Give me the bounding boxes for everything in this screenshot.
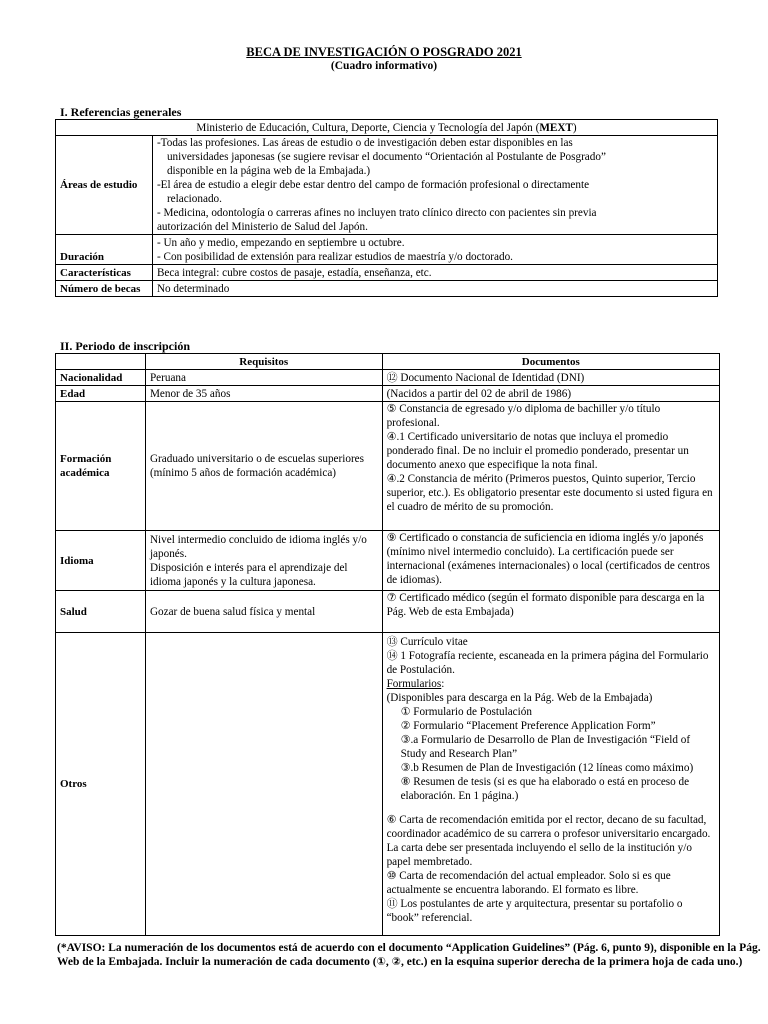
notice-text-1: (*AVISO: La numeración de los documentos está de acuerdo con el documento “Application Guidelines” (Pág. 6, punto 9), disponible en la Pág. Web de la Embajada. Incluir la numeración de cada documento ( bbox=[57, 942, 761, 968]
caracteristicas-label: Características bbox=[56, 265, 153, 281]
doc-number: ⑦ bbox=[386, 591, 397, 604]
doc-number: ② bbox=[400, 719, 411, 732]
duracion-row bbox=[56, 235, 718, 265]
doc-number: ③ bbox=[400, 761, 411, 774]
notice-number-2: ② bbox=[391, 955, 401, 968]
notice-separator: , bbox=[385, 956, 392, 968]
numero-value: No determinado bbox=[152, 281, 717, 297]
form-item bbox=[387, 705, 715, 719]
col-requisitos: Requisitos bbox=[145, 354, 382, 370]
doc-text: Formulario de Postulación bbox=[410, 706, 532, 718]
formacion-row bbox=[56, 402, 720, 531]
doc-number: ⑬ bbox=[386, 635, 398, 648]
registration-table bbox=[55, 353, 720, 936]
doc-number: ⑤ bbox=[386, 402, 397, 415]
salud-req: Gozar de buena salud física y mental bbox=[145, 591, 382, 633]
nacionalidad-req: Peruana bbox=[145, 370, 382, 386]
notice-number-1: ① bbox=[376, 955, 386, 968]
section-1-heading: I. Referencias generales bbox=[60, 105, 182, 119]
duracion-label: Duración bbox=[56, 235, 153, 265]
document-title: BECA DE INVESTIGACIÓN O POSGRADO 2021 bbox=[246, 45, 522, 59]
idioma-label: Idioma bbox=[56, 531, 146, 591]
idioma-req-line: Disposición e interés para el aprendizaje del idioma japonés y la cultura japonesa. bbox=[149, 561, 348, 588]
form-item bbox=[387, 761, 715, 775]
ministry-row bbox=[56, 120, 718, 136]
doc-text: Formulario “Placement Preference Application Form” bbox=[410, 720, 656, 732]
otros-row bbox=[56, 633, 720, 936]
doc-text: Certificado médico (según el formato disponible para descarga en la Pág. Web de esta Embajada) bbox=[386, 592, 705, 618]
doc-text: .b Resumen de Plan de Investigación (12 líneas como máximo) bbox=[410, 762, 694, 774]
nacionalidad-row bbox=[56, 370, 720, 386]
edad-label: Edad bbox=[56, 386, 146, 402]
doc-item bbox=[387, 897, 715, 925]
general-references-table bbox=[55, 119, 718, 297]
doc-text: Resumen de tesis (si es que ha elaborado o está en proceso de elaboración. En 1 página.) bbox=[400, 776, 690, 802]
doc-text: .a Formulario de Desarrollo de Plan de Investigación “Field of Study and Research Plan” bbox=[400, 734, 691, 760]
duracion-line: - Con posibilidad de extensión para realizar estudios de maestría y/o doctorado. bbox=[156, 250, 513, 263]
ministry-suffix: ) bbox=[572, 121, 577, 134]
edad-row bbox=[56, 386, 720, 402]
areas-line: - Medicina, odontología o carreras afines no incluyen trato clínico directo con pacientes sin previa bbox=[156, 207, 597, 219]
form-item bbox=[387, 733, 715, 761]
doc-number: ⑥ bbox=[386, 813, 397, 826]
areas-content bbox=[152, 136, 717, 235]
formularios-title: Formularios bbox=[386, 678, 442, 690]
doc-number: ⑫ bbox=[386, 370, 398, 384]
edad-doc: (Nacidos a partir del 02 de abril de 1986) bbox=[382, 386, 719, 402]
doc-text: Carta de recomendación del actual empleador. Solo si es que actualmente se encuentra laborando. El formato es libre. bbox=[386, 870, 671, 896]
doc-number: ⑩ bbox=[386, 869, 397, 882]
doc-item bbox=[387, 635, 715, 649]
ministry-cell bbox=[56, 120, 718, 136]
areas-line: autorización del Ministerio de Salud del Japón. bbox=[156, 221, 368, 233]
salud-label: Salud bbox=[56, 591, 146, 633]
formacion-docs bbox=[382, 402, 719, 531]
doc-number: ⑪ bbox=[386, 897, 398, 910]
doc-number: ④ bbox=[386, 430, 397, 443]
areas-line: relacionado. bbox=[166, 193, 222, 205]
areas-row bbox=[56, 136, 718, 235]
nacionalidad-label: Nacionalidad bbox=[56, 370, 146, 386]
nacionalidad-doc bbox=[382, 370, 719, 386]
header-blank bbox=[56, 354, 146, 370]
doc-text: .2 Constancia de mérito (Primeros puestos, Quinto superior, Tercio superior, etc.). Es obligatorio presentar este documento si usted figura en el cuadro de mérito de su promoción. bbox=[386, 473, 713, 513]
caracteristicas-value: Beca integral: cubre costos de pasaje, estadía, enseñanza, etc. bbox=[152, 265, 717, 281]
areas-line: disponible en la página web de la Embajada.) bbox=[166, 165, 371, 177]
doc-item bbox=[387, 402, 715, 430]
form-item bbox=[387, 775, 715, 803]
notice-paragraph bbox=[57, 941, 768, 969]
doc-text: Los postulantes de arte y arquitectura, presentar su portafolio o “book” referencial. bbox=[386, 898, 683, 924]
formularios-note: (Disponibles para descarga en la Pág. Web de la Embajada) bbox=[386, 692, 653, 704]
salud-row bbox=[56, 591, 720, 633]
duracion-content bbox=[152, 235, 717, 265]
salud-doc bbox=[382, 591, 719, 633]
formularios-colon: : bbox=[441, 678, 445, 690]
areas-line: universidades japonesas (se sugiere revisar el documento “Orientación al Postulante de Posgrado” bbox=[166, 151, 606, 163]
document-subtitle: (Cuadro informativo) bbox=[330, 60, 438, 72]
notice-text-2: , etc.) en la esquina superior derecha de la primera hoja de cada uno.) bbox=[400, 956, 743, 968]
idioma-doc bbox=[382, 531, 719, 591]
areas-line: -El área de estudio a elegir debe estar dentro del campo de formación profesional o directamente bbox=[156, 179, 590, 191]
formacion-label: Formación académica bbox=[56, 402, 146, 531]
doc-text: Currículo vitae bbox=[397, 636, 468, 648]
doc-number: ⑨ bbox=[386, 531, 397, 544]
formularios-heading bbox=[387, 677, 715, 691]
doc-number: ⑧ bbox=[400, 775, 411, 788]
doc-item bbox=[387, 813, 715, 869]
doc-text: Certificado o constancia de suficiencia en idioma inglés y/o japonés (mínimo nivel intermedio concluido). La certificación puede ser internacional (exámenes internacionales) o local (certificados de centros de idiomas). bbox=[386, 532, 710, 586]
numero-label: Número de becas bbox=[56, 281, 153, 297]
doc-item bbox=[387, 430, 715, 472]
section-2-heading: II. Periodo de inscripción bbox=[60, 339, 191, 353]
doc-text: 1 Fotografía reciente, escaneada en la primera página del Formulario de Postulación. bbox=[386, 650, 709, 676]
ministry-abbr: MEXT bbox=[539, 121, 573, 134]
edad-req: Menor de 35 años bbox=[145, 386, 382, 402]
caracteristicas-row bbox=[56, 265, 718, 281]
doc-item bbox=[387, 472, 715, 514]
numero-row bbox=[56, 281, 718, 297]
doc-number: ① bbox=[400, 705, 411, 718]
areas-line: -Todas las profesiones. Las áreas de estudio o de investigación deben estar disponibles en las bbox=[156, 137, 573, 149]
doc-number: ④ bbox=[386, 472, 397, 485]
header-row bbox=[56, 354, 720, 370]
duracion-line: - Un año y medio, empezando en septiembre u octubre. bbox=[156, 236, 405, 249]
formacion-req bbox=[145, 402, 382, 531]
doc-number: ③ bbox=[400, 733, 411, 746]
formacion-req-line: Graduado universitario o de escuelas superiores bbox=[149, 453, 364, 465]
formacion-req-line: (mínimo 5 años de formación académica) bbox=[149, 467, 337, 479]
otros-req bbox=[145, 633, 382, 936]
idioma-row bbox=[56, 531, 720, 591]
doc-item bbox=[387, 869, 715, 897]
doc-text: Carta de recomendación emitida por el rector, decano de su facultad, coordinador académico de su carrera o profesor universitario encargado. La carta debe ser presentada incluyendo el sello de la institución y/o papel membretado. bbox=[386, 814, 711, 868]
otros-docs bbox=[382, 633, 719, 936]
doc-text: Documento Nacional de Identidad (DNI) bbox=[397, 371, 585, 384]
idioma-req-line: Nivel intermedio concluido de idioma inglés y/o japonés. bbox=[149, 533, 367, 560]
col-documentos: Documentos bbox=[382, 354, 719, 370]
idioma-req bbox=[145, 531, 382, 591]
doc-number: ⑭ bbox=[386, 649, 398, 662]
doc-text: Constancia de egresado y/o diploma de bachiller y/o título profesional. bbox=[386, 403, 661, 429]
doc-text: .1 Certificado universitario de notas que incluya el promedio ponderado final. De no incluir el promedio ponderado, presentar un documento anexo que especifique la nota final. bbox=[386, 431, 689, 471]
otros-label: Otros bbox=[56, 633, 146, 936]
spacer bbox=[387, 803, 715, 813]
doc-item bbox=[387, 649, 715, 677]
form-item bbox=[387, 719, 715, 733]
areas-label: Áreas de estudio bbox=[56, 136, 153, 235]
ministry-prefix: Ministerio de Educación, Cultura, Deporte, Ciencia y Tecnología del Japón ( bbox=[196, 121, 540, 134]
